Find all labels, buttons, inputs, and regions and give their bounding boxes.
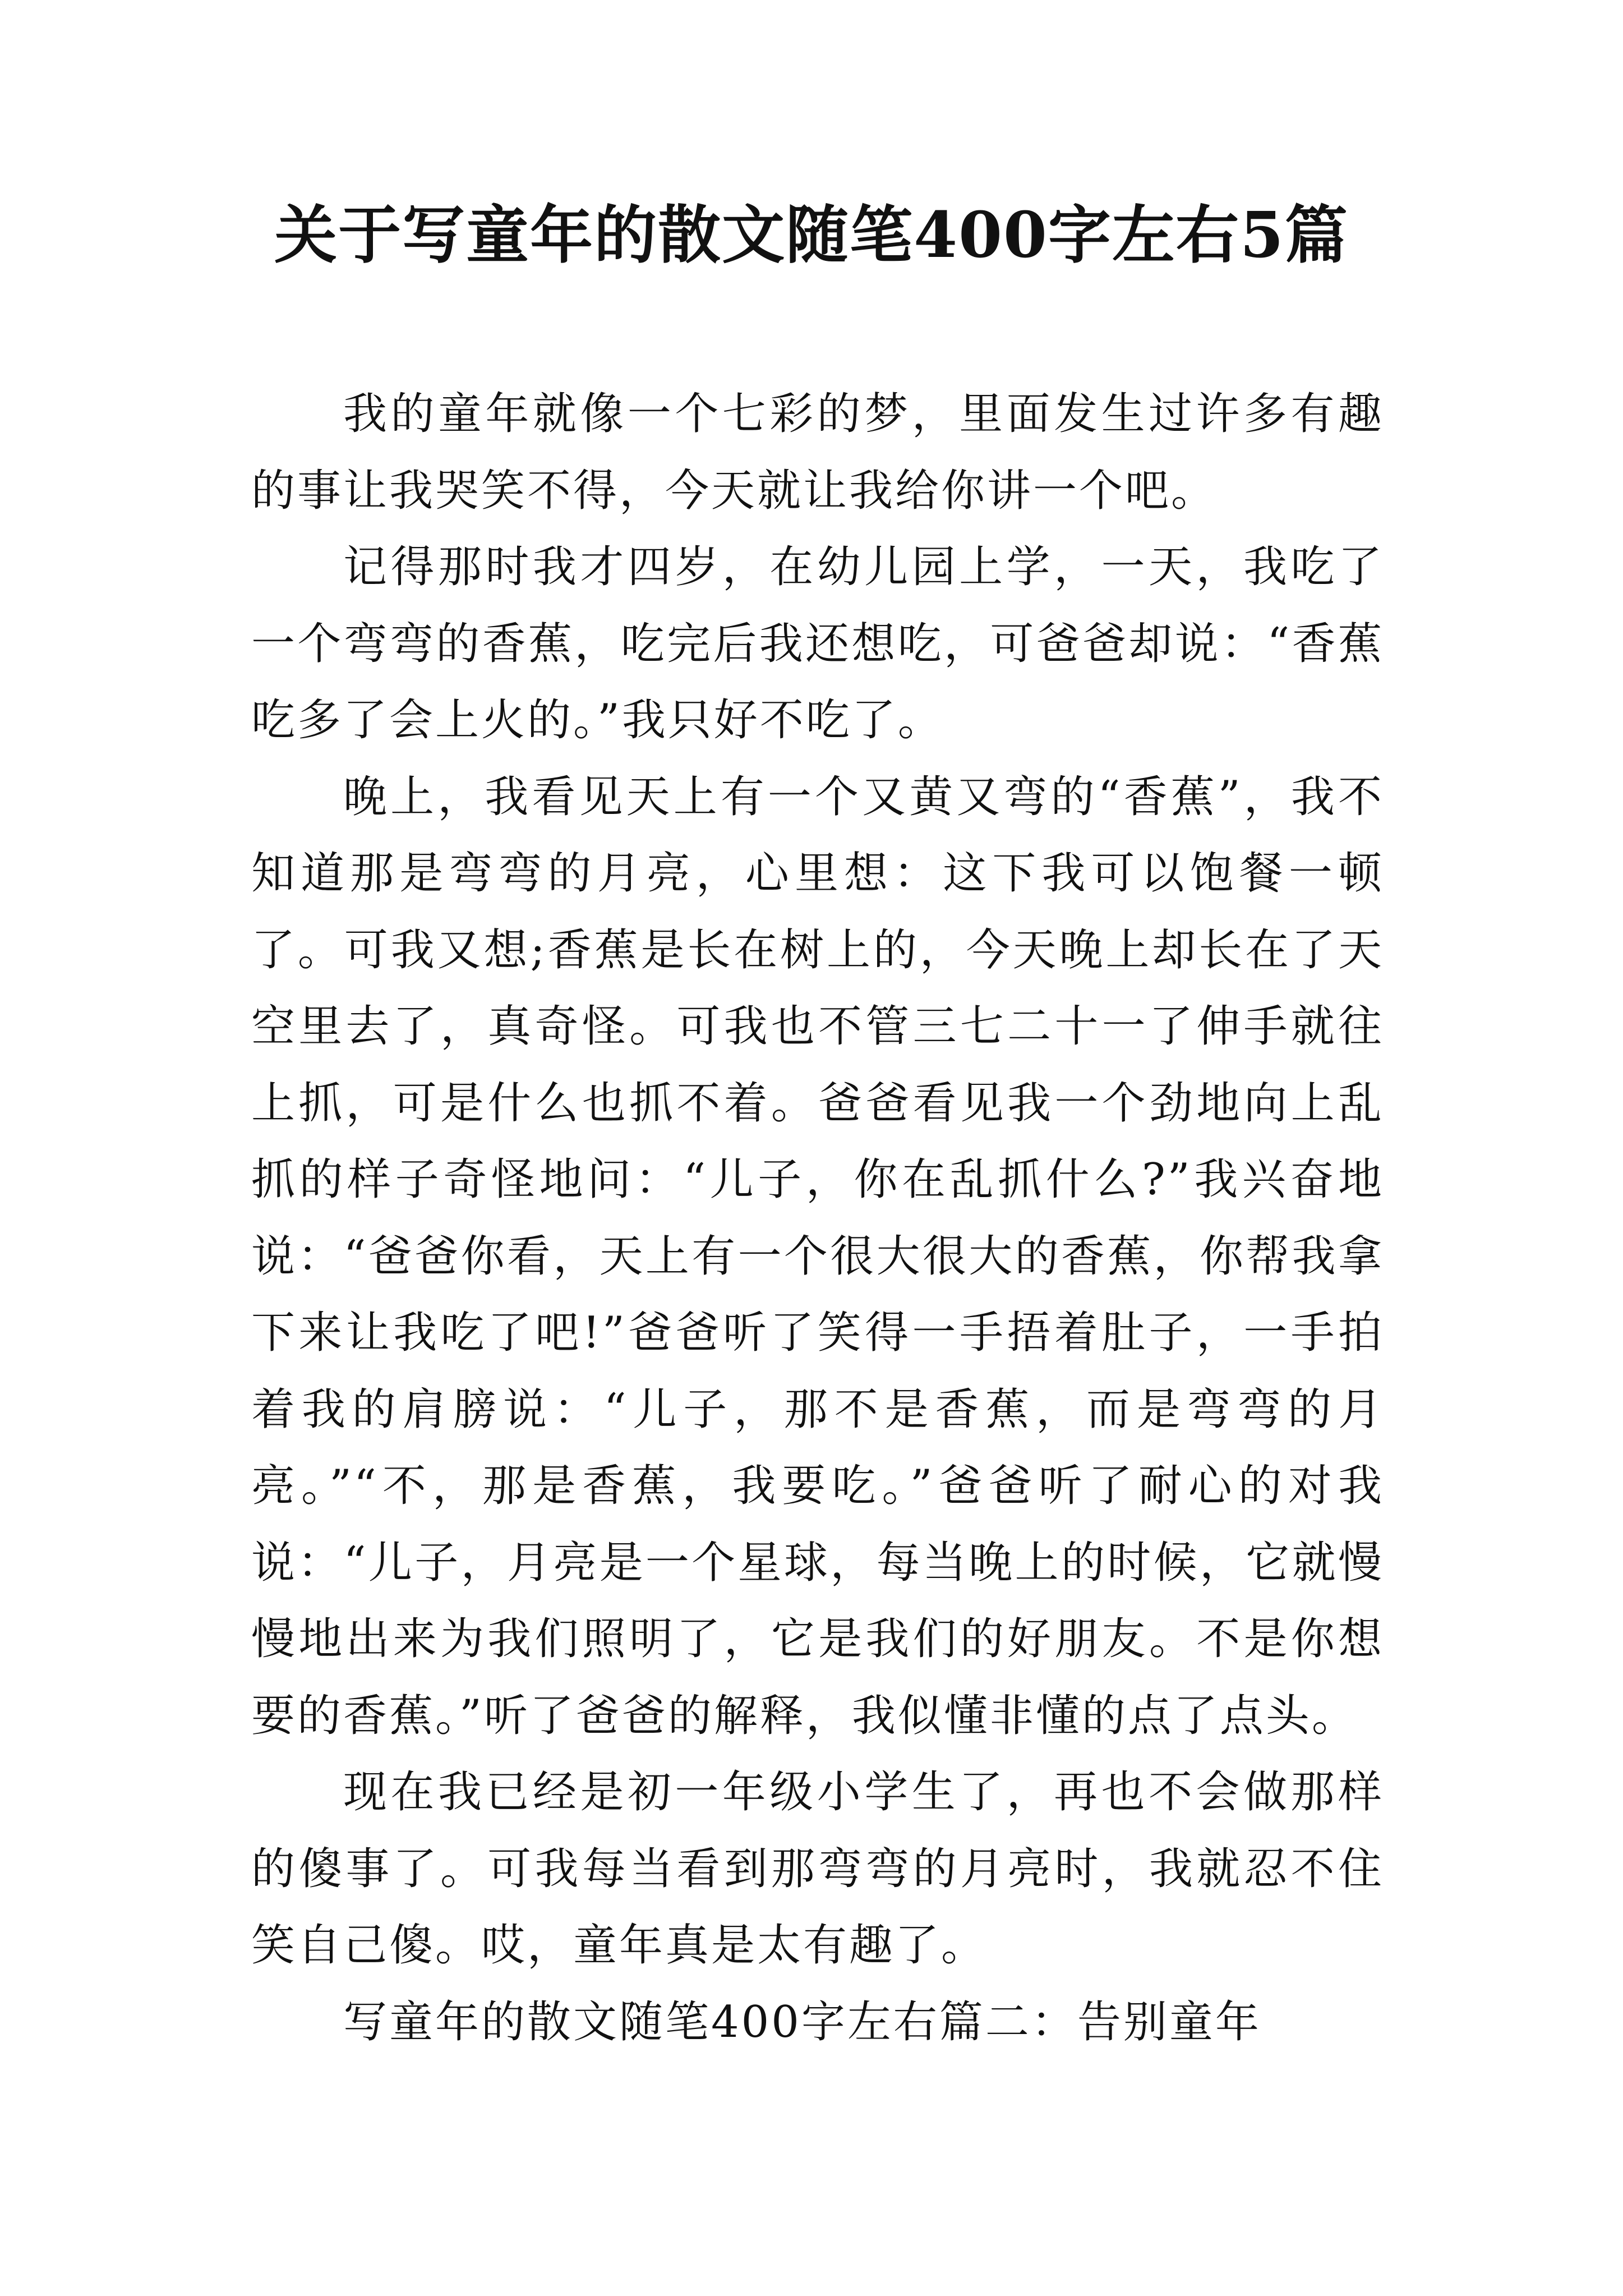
paragraph: 现在我已经是初一年级小学生了，再也不会做那样的傻事了。可我每当看到那弯弯的月亮时，我就忍不住笑自己傻。哎，童年真是太有趣了。: [251, 1767, 1384, 1971]
document-title: 关于写童年的散文随笔400字左右5篇: [274, 199, 1349, 272]
paragraph: 我的童年就像一个七彩的梦，里面发生过许多有趣的事让我哭笑不得，今天就让我给你讲一个吧。: [251, 389, 1384, 516]
section-heading: 写童年的散文随笔400字左右篇二：告别童年: [343, 1996, 1261, 2047]
paragraph: 记得那时我才四岁，在幼儿园上学，一天，我吃了一个弯弯的香蕉，吃完后我还想吃，可爸爸却说：“香蕉吃多了会上火的。”我只好不吃了。: [251, 542, 1384, 746]
paragraph: 晚上，我看见天上有一个又黄又弯的“香蕉”，我不知道那是弯弯的月亮，心里想：这下我可以饱餐一顿了。可我又想;香蕉是长在树上的，今天晚上却长在了天空里去了，真奇怪。可我也不管三七二十一了伸手就往上抓，可是什么也抓不着。爸爸看见我一个劲地向上乱抓的样子奇怪地问：“儿子，你在乱抓什么?”我兴奋地说：“爸爸你看，天上有一个很大很大的香蕉，你帮我拿下来让我吃了吧!”爸爸听了笑得一手捂着肚子，一手拍着我的肩膀说：“儿子，那不是香蕉，而是弯弯的月亮。”“不，那是香蕉，我要吃。”爸爸听了耐心的对我说：“儿子，月亮是一个星球，每当晚上的时候，它就慢慢地出来为我们照明了，它是我们的好朋友。不是你想要的香蕉。”听了爸爸的解释，我似懂非懂的点了点头。: [251, 771, 1384, 1741]
document-body: [251, 376, 1384, 2060]
